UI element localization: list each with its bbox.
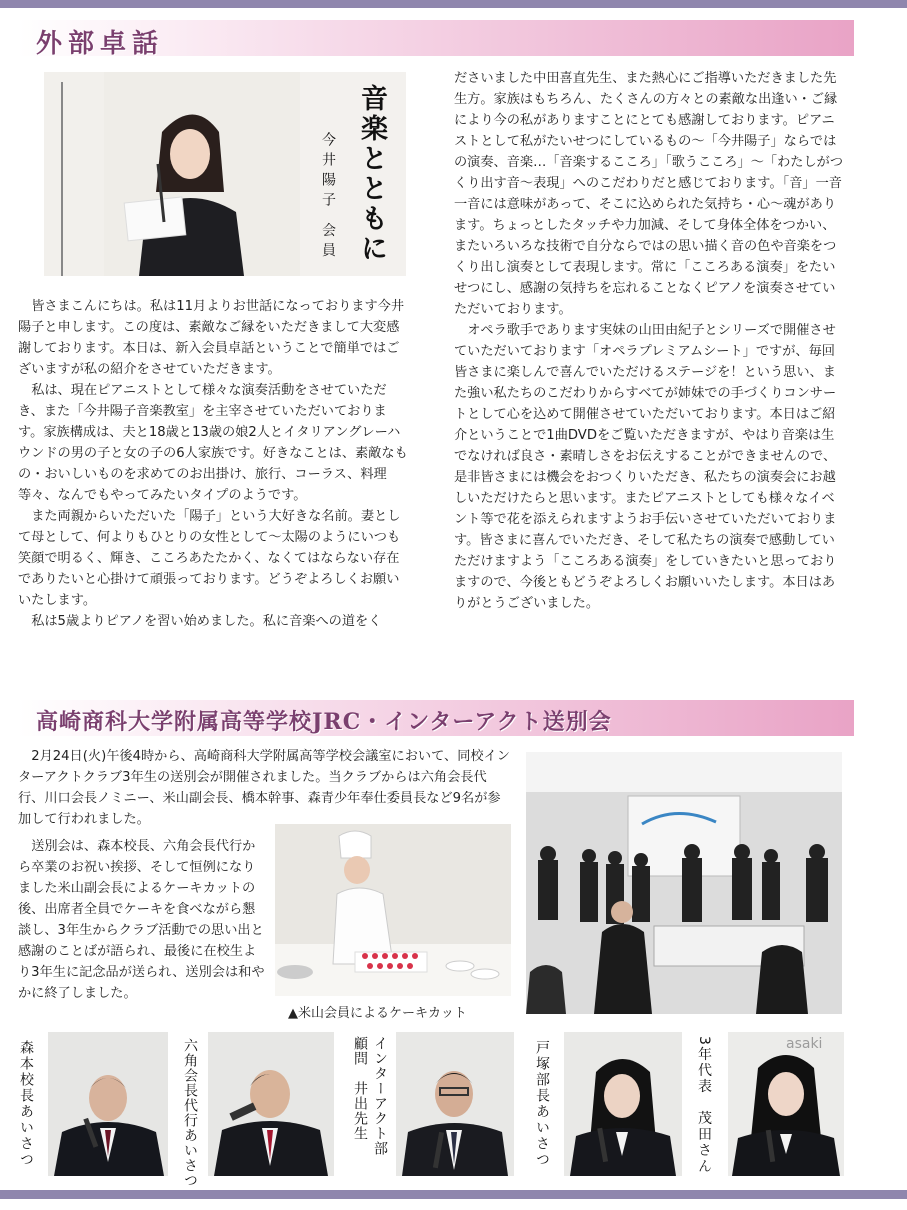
speaker-name: 今井陽子 会員 [320,132,336,263]
cake-caption: ▲米山会員によるケーキカット [288,1006,467,1021]
section-banner-farewell [18,700,854,736]
portrait-rokkaku [208,1032,334,1176]
portrait-totsuka [564,1032,682,1176]
section-title-2: 高崎商科大学附属高等学校JRC・インターアクト送別会 [36,709,612,735]
speaker-photo [44,72,300,276]
paragraph-4: 私は5歳よりピアノを習い始めました。私に音楽への道をく [31,614,382,629]
intro-paragraph: 2月24日(火)午後4時から、高崎商科大学附属高等学校会議室において、同校インターアクトクラブ3年生の送別会が開催されました。当クラブからは六角会長代行、川口会長ノミニー、米山副会長、橋本幹事、森青少年奉仕委員長など9名が参加して行われました。 [18,749,510,827]
slide-text: asaki [786,1036,823,1052]
caption-totsuka: 戸塚部長あいさつ [534,1040,550,1168]
cake-cutting-photo [275,824,511,996]
section-banner-gaibu-takuwa [18,20,854,59]
paragraph-1: 皆さまこんにちは。私は11月よりお世話になっております今井陽子と申します。この度は、素敵なご縁をいただきまして大変感謝しております。本日は、新入会員卓話ということで簡単ではございますが私の紹介をさせていただきます。 [18,299,405,377]
farewell-paragraph: 送別会は、森本校長、六角会長代行から卒業のお祝い挨拶、そして恒例になりました米山副会長によるケーキカットの後、出席者全員でケーキを食べながら懇談し、3年生からクラブ活動での思い出と感謝のことばが語られ、最後に在校生より3年生に記念品が送られ、送別会は和やかに終了しました。 [18,839,265,1001]
caption-shigeta: 3年代表 茂田さん [696,1036,712,1175]
paragraph-6: オペラ歌手であります実妹の山田由紀子とシリーズで開催させていただいております「オペラプレミアムシート」ですが、毎回皆さまに楽しんで喜んでいただけるステージを！という思い、また強い私たちのこだわりからすべてが姉妹での手づくりコンサートとして心を込めて開催させていただいております。本日はご紹介ということで1曲DVDをご覧いただきますが、やはり音楽は生でなければ良さ・素晴しさをお伝えすることができませんので、是非皆さまには機会をおつくりいただき、私たちの演奏会にお越しいただけたらと思います。またピアニストとしても様々なイベント等で花を添えられますようお手伝いさせていただいております。皆さまに喜んでいただき、そして私たちの演奏で感動していただけますよう「こころある演奏」をしていきたいと思っておりますので、今後ともどうぞよろしくお願いいたします。本日はありがとうございました。 [454,323,837,611]
caption-ide-line1: インターアクト部 [372,1036,388,1156]
paragraph-3: また両親からいただいた「陽子」という大好きな名前。妻として母として、何よりもひとりの女性として〜太陽のようにいつも笑顔で明るく、輝き、こころあたたかく、なくてはならない存在でありたいと心掛けて頑張っております。どうぞよろしくお願いいたします。 [18,509,401,608]
bottom-border [0,1190,907,1199]
caption-ide-line2: 顧問 井出先生 [352,1036,368,1141]
caption-rokkaku: 六角会長代行あいさつ [182,1038,198,1188]
top-border [0,0,907,8]
portrait-shigeta [728,1032,844,1176]
paragraph-5: ださいました中田喜直先生、また熱心にご指導いただきました先生方。家族はもちろん、たくさんの方々との素敵な出逢い・ご縁により今の私がありますことにとても感謝しております。ピアニストとして私がたいせつにしているもの〜「今井陽子」ならではの演奏、音楽…「音楽するこころ」「歌うこころ」〜「わたしがつくり出す音〜表現」へのこだわりだと感じております。「音」一音一音には意味があって、そこに込められた気持ち・心〜魂があります。ちょっとしたタッチや力加減、そして身体全体をつかい、またいろいろな技術で自分ならではの思い描く音の色や音楽をつくり出し演奏として表現します。常に「こころある演奏」をたいせつにし、感謝の気持ちを忘れることなくピアノを演奏させていただいております。 [454,71,844,317]
right-column [454,68,846,614]
caption-morimoto: 森本校長あいさつ [18,1040,34,1168]
portrait-morimoto [48,1032,168,1176]
paragraph-2: 私は、現在ピアニストとして様々な演奏活動をさせていただき、また「今井陽子音楽教室」を主宰させていただいております。家族構成は、夫と18歳と13歳の娘2人とイタリアングレーハウンドの男の子と女の子の6人家族です。好きなことは、素敵なもの・おいしいものを求めてのお出掛け、旅行、コーラス、料理等々、なんでもやってみたいタイプのようです。 [18,383,408,503]
article-title: 音楽とともに [356,84,387,264]
section-title: 外部卓話 [36,29,165,59]
left-column [18,296,408,632]
portrait-ide [396,1032,514,1176]
group-photo [526,752,842,1014]
